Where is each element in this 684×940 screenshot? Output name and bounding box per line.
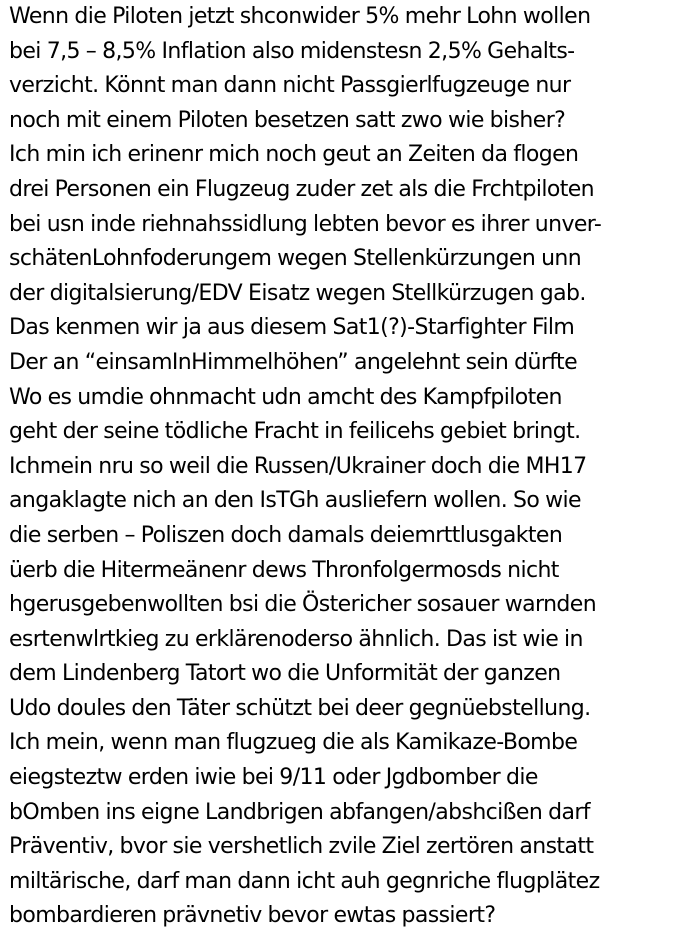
text-line-19: esrtenwlrtkieg zu erklärenoderso ähnlich. Das ist wie in bbox=[9, 626, 583, 652]
text-line-17: üerb die Hitermeänenr dews Thronfolgermosds nicht bbox=[9, 557, 559, 583]
text-line-7: bei usn inde riehnahssidlung lebten bevor es ihrer unver- bbox=[9, 211, 602, 237]
text-line-26: miltärische, darf man dann icht auh gegnriche flugplätez bbox=[9, 868, 600, 894]
text-line-21: Udo doules den Täter schützt bei deer gegnüebstellung. bbox=[9, 695, 591, 721]
text-line-5: Ich min ich erinenr mich noch geut an Zeiten da flogen bbox=[9, 142, 579, 168]
text-line-9: der digitalsierung/EDV Eisatz wegen Stellkürzugen gab. bbox=[9, 280, 586, 306]
text-line-4: noch mit einem Piloten besetzen satt zwo wie bisher? bbox=[9, 107, 566, 133]
text-line-10: Das kenmen wir ja aus diesem Sat1(?)-Starfighter Film bbox=[9, 315, 575, 341]
text-line-1: Wenn die Piloten jetzt shconwider 5% mehr Lohn wollen bbox=[9, 4, 591, 29]
text-line-15: angaklagte nich an den IsTGh ausliefern wollen. So wie bbox=[9, 488, 581, 514]
text-line-6: drei Personen ein Flugzeug zuder zet als die Frchtpiloten bbox=[9, 176, 595, 202]
text-line-24: bOmben ins eigne Landbrigen abfangen/abshcißen darf bbox=[9, 799, 590, 825]
text-line-18: hgerusgebenwollten bsi die Östericher sosauer warnden bbox=[9, 592, 597, 618]
text-line-2: bei 7,5 – 8,5% Inflation also midenstesn 2,5% Gehalts- bbox=[9, 38, 575, 64]
text-line-11: Der an “einsamInHimmelhöhen” angelehnt sein dürfte bbox=[9, 349, 577, 375]
text-line-27: bombardieren prävnetiv bevor ewtas passiert? bbox=[9, 903, 496, 929]
text-line-25: Präventiv, bvor sie vershetlich zvile Ziel zertören anstatt bbox=[9, 834, 594, 860]
body-text bbox=[9, 0, 681, 934]
text-line-22: Ich mein, wenn man flugzueg die als Kamikaze-Bombe bbox=[9, 730, 578, 756]
text-line-12: Wo es umdie ohnmacht udn amcht des Kampfpiloten bbox=[9, 384, 562, 410]
text-line-20: dem Lindenberg Tatort wo die Unformität der ganzen bbox=[9, 661, 561, 687]
text-line-23: eiegsteztw erden iwie bei 9/11 oder Jgdbomber die bbox=[9, 765, 538, 791]
text-line-16: die serben – Poliszen doch damals deiemrttlusgakten bbox=[9, 522, 563, 548]
text-line-3: verzicht. Könnt man dann nicht Passgierlfugzeuge nur bbox=[9, 73, 571, 99]
text-line-14: Ichmein nru so weil die Russen/Ukrainer doch die MH17 bbox=[9, 453, 587, 479]
text-line-8: schätenLohnfoderungem wegen Stellenkürzungen unn bbox=[9, 246, 582, 272]
text-line-13: geht der seine tödliche Fracht in feilicehs gebiet bringt. bbox=[9, 419, 581, 445]
